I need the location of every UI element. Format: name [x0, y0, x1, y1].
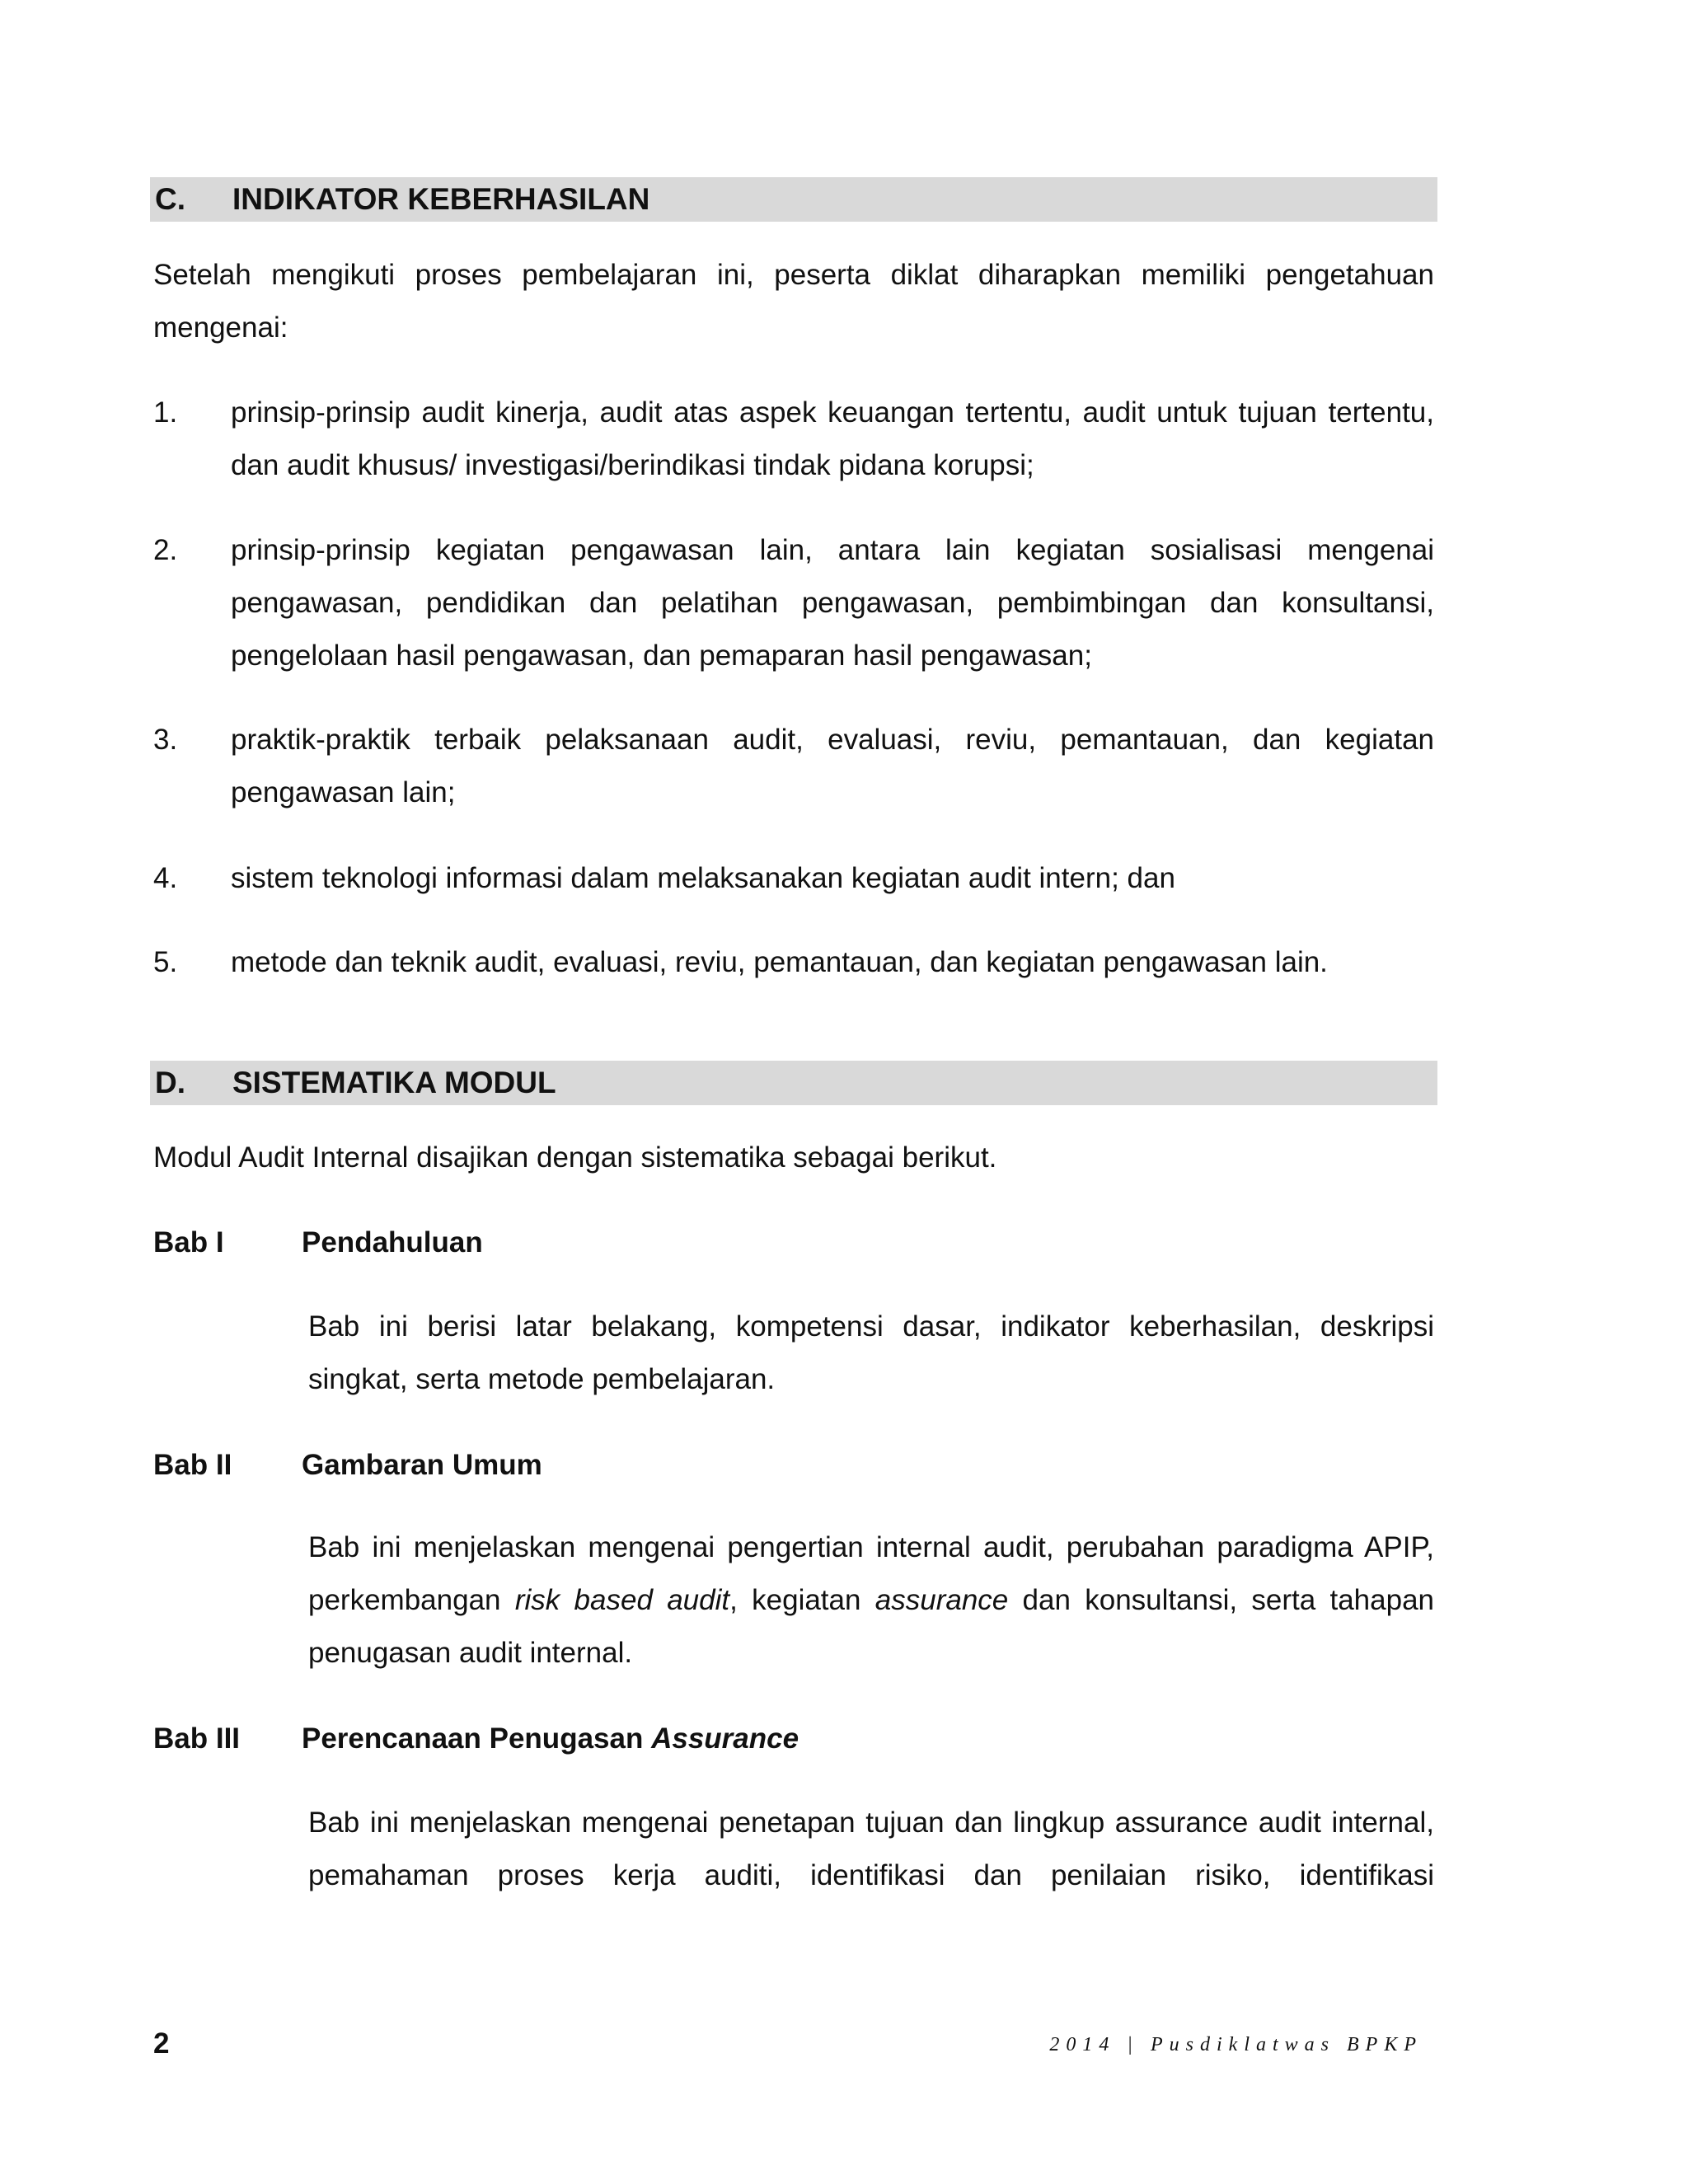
bab-title-text: Perencanaan Penugasan [302, 1722, 652, 1755]
bab-desc-text: Bab ini menjelaskan mengenai pengertian internal audit, perubahan paradigma APIP, perkembangan [308, 1531, 1434, 1616]
section-d-title: SISTEMATIKA MODUL [232, 1066, 556, 1099]
list-item-number: 2. [153, 534, 178, 566]
list-item-text: metode dan teknik audit, evaluasi, reviu, pemantauan, dan kegiatan pengawasan lain. [231, 946, 1328, 978]
list-item-text: prinsip-prinsip kegiatan pengawasan lain, antara lain kegiatan sosialisasi mengenai pengawasan, pendidikan dan pelatihan pengawasan, pembimbingan dan konsultansi, pengelolaan hasil pengawasan, dan pemaparan hasil pengawasan; [231, 534, 1434, 672]
list-item-text: praktik-praktik terbaik pelaksanaan audit, evaluasi, reviu, pemantauan, dan kegiatan pengawasan lain; [231, 724, 1434, 808]
bab-description: Bab ini berisi latar belakang, kompetensi dasar, indikator keberhasilan, deskripsi singkat, serta metode pembelajaran. [308, 1310, 1434, 1395]
bab-label: Bab III [153, 1722, 241, 1755]
list-item-text: prinsip-prinsip audit kinerja, audit atas aspek keuangan tertentu, audit untuk tujuan tertentu, dan audit khusus/ investigasi/berindikasi tindak pidana korupsi; [231, 396, 1434, 481]
bab-title-italic: Assurance [651, 1722, 799, 1755]
section-d-intro: Modul Audit Internal disajikan dengan sistematika sebagai berikut. [153, 1141, 997, 1174]
footer-publisher: 2014 | Pusdiklatwas BPKP [1049, 2034, 1423, 2055]
page-number: 2 [153, 2027, 170, 2060]
list-item-number: 5. [153, 946, 178, 978]
section-d-letter: D. [155, 1066, 185, 1099]
section-d-header [150, 1061, 1437, 1105]
bab-title: Gambaran Umum [302, 1449, 542, 1481]
bab-desc-text: , kegiatan [729, 1584, 875, 1616]
bab-title [302, 1713, 799, 1765]
list-item-number: 4. [153, 862, 178, 894]
section-c-intro: Setelah mengikuti proses pembelajaran ini, peserta diklat diharapkan memiliki pengetahuan mengenai: [153, 259, 1434, 344]
section-c-letter: C. [155, 182, 185, 216]
section-c-header [150, 177, 1437, 222]
bab-desc-text: dan konsultansi, serta tahapan penugasan audit internal. [308, 1584, 1435, 1669]
bab-desc-italic: risk based audit [514, 1584, 730, 1616]
bab-label: Bab II [153, 1449, 232, 1481]
bab-title: Pendahuluan [302, 1226, 483, 1258]
list-item-text: sistem teknologi informasi dalam melaksanakan kegiatan audit intern; dan [231, 862, 1175, 894]
bab-description: Bab ini menjelaskan mengenai penetapan tujuan dan lingkup assurance audit internal, pemahaman proses kerja auditi, identifikasi dan penilaian risiko, identifikasi [308, 1807, 1434, 1891]
bab-label: Bab I [153, 1226, 224, 1258]
bab-description [308, 1521, 1434, 1680]
list-item-number: 3. [153, 724, 178, 756]
bab-desc-italic: assurance [874, 1584, 1009, 1616]
section-c-title: INDIKATOR KEBERHASILAN [232, 182, 650, 216]
list-item-number: 1. [153, 396, 178, 429]
